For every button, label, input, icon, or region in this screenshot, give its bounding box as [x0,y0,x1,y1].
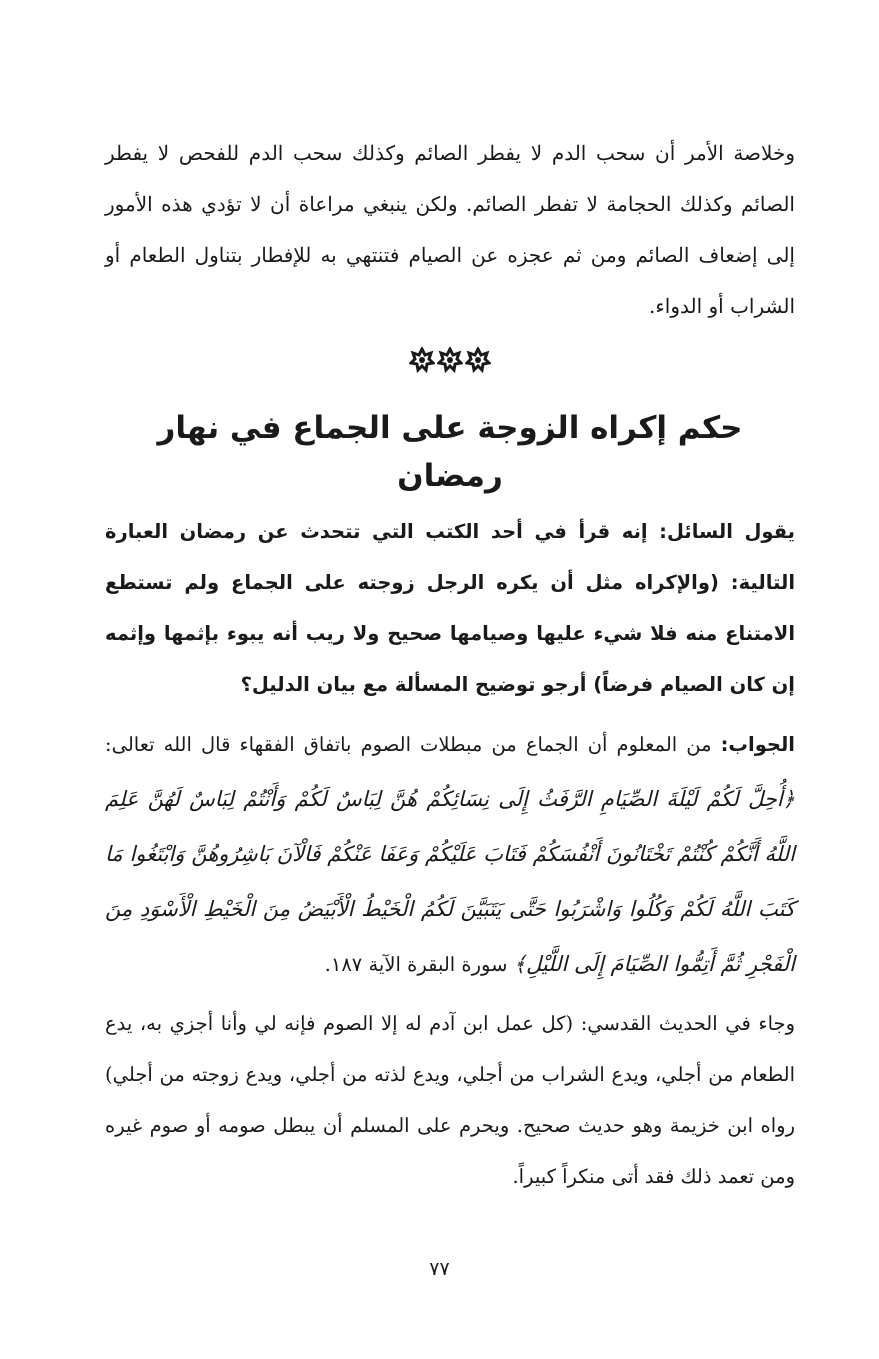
verse-reference: سورة البقرة الآية ١٨٧. [324,953,514,976]
hadith-paragraph: وجاء في الحديث القدسي: (كل عمل ابن آدم له إلا الصوم فإنه لي وأنا أجزي به، يدع الطعام من أجلي، ويدع الشراب من أجلي، ويدع لذته من أجلي، ويدع زوجته من أجلي) رواه ابن خزيمة وهو حديث صحيح. ويحرم على المسلم أن يبطل صومه أو صوم غيره ومن تعمد ذلك فقد أتى منكراً كبيراً. [105,1012,795,1188]
quran-verse: ﴿أُحِلَّ لَكُمْ لَيْلَةَ الصِّيَامِ الرَّفَثُ إِلَى نِسَائِكُمْ هُنَّ لِبَاسٌ لَكُمْ وَأَنْتُمْ لِبَاسٌ لَهُنَّ عَلِمَ اللَّهُ أَنَّكُمْ كُنْتُمْ تَخْتَانُونَ أَنْفُسَكُمْ فَتَابَ عَلَيْكُمْ وَعَفَا عَنْكُمْ فَالْآنَ بَاشِرُوهُنَّ وَابْتَغُوا مَا كَتَبَ اللَّهُ لَكُمْ وَكُلُوا وَاشْرَبُوا حَتَّى يَتَبَيَّنَ لَكُمُ الْخَيْطُ الْأَبْيَضُ مِنَ الْخَيْطِ الْأَسْوَدِ مِنَ الْفَجْرِ ثُمَّ أَتِمُّوا الصِّيَامَ إِلَى اللَّيْلِ﴾ [105,787,795,976]
triple-flower-ornament-icon [105,336,795,384]
intro-paragraph: وخلاصة الأمر أن سحب الدم لا يفطر الصائم وكذلك سحب الدم للفحص لا يفطر الصائم وكذلك الحجامة لا تفطر الصائم. ولكن ينبغي مراعاة أن لا تؤدي هذه الأمور إلى إضعاف الصائم ومن ثم عجزه عن الصيام فتنتهي به للإفطار بتناول الطعام أو الشراب أو الدواء. [105,141,795,318]
answer-paragraph [105,718,795,992]
question-paragraph: يقول السائل: إنه قرأ في أحد الكتب التي تتحدث عن رمضان العبارة التالية: (والإكراه مثل أن يكره الرجل زوجته على الجماع ولم تستطع الامتناع منه فلا شيء عليها وصيامها صحيح ولا ريب أنه يبوء بإثمها وإثمه إن كان الصيام فرضاً) أرجو توضيح المسألة مع بيان الدليل؟ [105,520,795,696]
answer-intro: من المعلوم أن الجماع من مبطلات الصوم باتفاق الفقهاء قال الله تعالى: [105,733,721,756]
page-number: ٧٧ [429,1258,450,1280]
answer-label: الجواب: [720,733,795,756]
flower-ornament-icon [409,347,435,373]
flower-ornament-icon [437,347,463,373]
section-title: حكم إكراه الزوجة على الجماع في نهار رمضان [157,410,743,494]
page-body [105,128,795,1308]
flower-ornament-icon [465,347,491,373]
